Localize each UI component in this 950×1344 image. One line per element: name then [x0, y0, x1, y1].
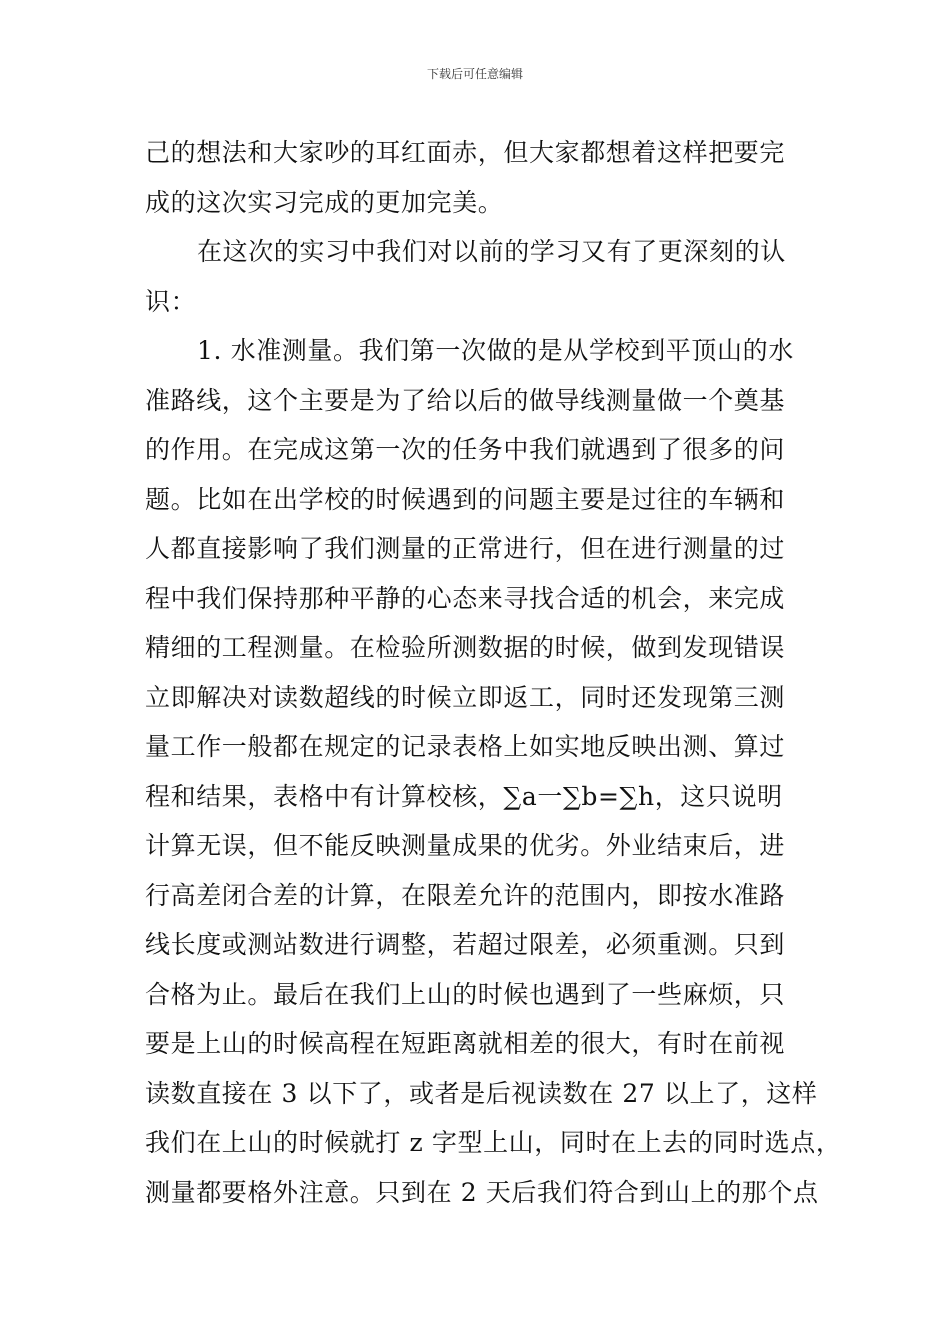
text-line: 人都直接影响了我们测量的正常进行，但在进行测量的过: [145, 534, 786, 563]
text-line: 要是上山的时候高程在短距离就相差的很大，有时在前视: [145, 1029, 786, 1058]
text-line: 读数直接在 3 以下了，或者是后视读数在 27 以上了，这样: [145, 1078, 818, 1108]
text-line: 立即解决对读数超线的时候立即返工，同时还发现第三测: [145, 682, 786, 712]
list-item-start-line: 1. 水准测量。我们第一次做的是从学校到平顶山的水: [197, 336, 794, 365]
text-line: 的作用。在完成这第一次的任务中我们就遇到了很多的问: [145, 435, 786, 464]
text-line: 程和结果，表格中有计算校核，∑a一∑b=∑h，这只说明: [145, 781, 783, 811]
text-line: 己的想法和大家吵的耳红面赤，但大家都想着这样把要完: [145, 138, 786, 167]
text-line: 我们在上山的时候就打 z 字型上山，同时在上去的同时选点，: [145, 1128, 842, 1157]
text-line: 量工作一般都在规定的记录表格上如实地反映出测、算过: [145, 732, 786, 761]
text-line: 成的这次实习完成的更加完美。: [145, 187, 504, 217]
text-line: 行高差闭合差的计算，在限差允许的范围内，即按水准路: [145, 880, 786, 910]
text-line: 计算无误，但不能反映测量成果的优劣。外业结束后，进: [145, 831, 786, 860]
paragraph-start-line: 在这次的实习中我们对以前的学习又有了更深刻的认: [197, 237, 786, 266]
text-line: 识：: [145, 286, 197, 316]
text-line: 题。比如在出学校的时候遇到的问题主要是过往的车辆和: [145, 484, 786, 514]
text-line: 程中我们保持那种平静的心态来寻找合适的机会，来完成: [145, 583, 786, 613]
text-line: 合格为止。最后在我们上山的时候也遇到了一些麻烦，只: [145, 979, 786, 1009]
page-header: 下载后可任意编辑: [426, 67, 523, 81]
text-line: 准路线，这个主要是为了给以后的做导线测量做一个奠基: [145, 385, 786, 415]
text-line: 测量都要格外注意。只到在 2 天后我们符合到山上的那个点: [145, 1177, 819, 1207]
text-line: 精细的工程测量。在检验所测数据的时候，做到发现错误: [145, 633, 786, 662]
document-body: [145, 128, 842, 1217]
text-line: 线长度或测站数进行调整，若超过限差，必须重测。只到: [145, 930, 786, 959]
